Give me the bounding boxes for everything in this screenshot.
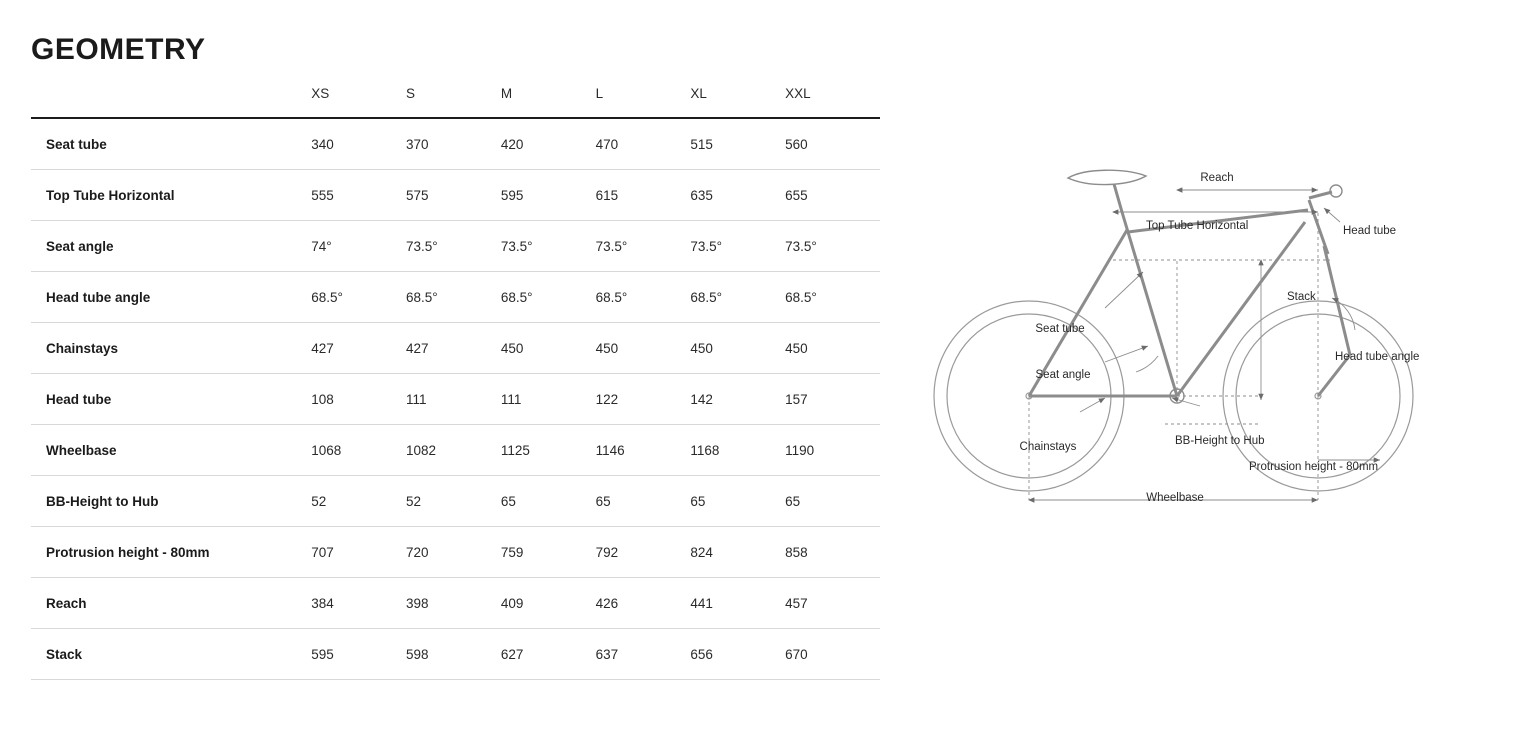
cell-value: 52 (406, 494, 422, 509)
cell-value: 656 (690, 647, 713, 662)
head-tube-leader (1324, 208, 1340, 222)
cell-value: 655 (785, 188, 808, 203)
row-label: Head tube (46, 392, 112, 407)
table-row (31, 425, 880, 476)
cell-value: 450 (690, 341, 713, 356)
cell-value: 426 (595, 596, 619, 611)
cell-value: 111 (500, 392, 522, 407)
cell-value: 615 (595, 188, 619, 203)
cell-value: 670 (785, 647, 808, 662)
measure-lines-group (1029, 190, 1380, 500)
cell-value: 637 (595, 647, 619, 662)
cell-value: 68.5° (311, 290, 343, 305)
cell-value: 470 (595, 137, 619, 152)
cell-value: 73.5° (406, 239, 438, 254)
table-row (31, 272, 880, 323)
cell-value: 420 (500, 137, 524, 152)
cell-value: 73.5° (785, 239, 817, 254)
seat-tube-leader (1105, 272, 1143, 308)
label-head-tube: Head tube (1343, 225, 1397, 237)
cell-value: 595 (500, 188, 524, 203)
row-label: Reach (46, 596, 87, 611)
cell-value: 74° (311, 239, 332, 254)
cell-value: 142 (690, 392, 713, 407)
bicycle-geometry-diagram (900, 150, 1520, 550)
cell-value: 635 (690, 188, 713, 203)
cell-value: 68.5° (595, 290, 628, 305)
cell-value: 441 (690, 596, 713, 611)
seatpost-line (1114, 184, 1122, 212)
page-title: GEOMETRY (31, 33, 206, 66)
cell-value: 598 (406, 647, 429, 662)
column-header-measure (31, 86, 311, 118)
cell-value: 627 (500, 647, 524, 662)
chainstays-leader (1080, 398, 1105, 412)
cell-value: 122 (595, 392, 619, 407)
table-row (31, 118, 880, 170)
label-chainstays: Chainstays (1019, 441, 1077, 453)
saddle-shape (1068, 170, 1146, 184)
cell-value: 111 (406, 392, 427, 407)
table-header-row (31, 86, 880, 118)
label-reach: Reach (1200, 172, 1234, 184)
cell-value: 427 (311, 341, 334, 356)
cell-value: 555 (311, 188, 334, 203)
cell-value: 157 (785, 392, 808, 407)
cell-value: 1082 (406, 443, 437, 458)
label-seat-tube: Seat tube (1035, 323, 1085, 335)
cell-value: 1125 (500, 443, 530, 458)
cell-value: 108 (311, 392, 334, 407)
cell-value: 52 (311, 494, 327, 509)
cell-value: 595 (311, 647, 334, 662)
seat-and-post-group (1068, 170, 1342, 403)
cell-value: 370 (406, 137, 429, 152)
table-body (31, 118, 880, 680)
column-header-s: S (406, 86, 416, 101)
cell-value: 515 (690, 137, 713, 152)
table-row (31, 374, 880, 425)
bb-height-leader (1172, 398, 1200, 406)
table-row (31, 527, 880, 578)
cell-value: 398 (406, 596, 429, 611)
row-label: Seat angle (46, 239, 114, 254)
column-header-m: M (500, 86, 513, 101)
row-label: Chainstays (46, 341, 119, 356)
cell-value: 450 (595, 341, 619, 356)
table-row (31, 221, 880, 272)
cell-value: 457 (785, 596, 808, 611)
cell-value: 759 (500, 545, 524, 560)
label-top-tube-horizontal: Top Tube Horizontal (1146, 220, 1249, 232)
row-label: Head tube angle (46, 290, 151, 305)
cell-value: 73.5° (595, 239, 628, 254)
cell-value: 1146 (595, 443, 625, 458)
cell-value: 340 (311, 137, 334, 152)
handlebar-shape (1309, 192, 1332, 198)
row-label: Protrusion height - 80mm (46, 545, 210, 560)
table-row (31, 170, 880, 221)
cell-value: 450 (500, 341, 524, 356)
label-stack: Stack (1287, 291, 1316, 303)
geometry-table-wrapper (31, 86, 880, 680)
cell-value: 68.5° (500, 290, 533, 305)
row-label: Stack (46, 647, 83, 662)
stem-bolt (1330, 185, 1342, 197)
cell-value: 73.5° (500, 239, 533, 254)
label-bb-height-to-hub: BB-Height to Hub (1175, 435, 1265, 447)
seat-angle-arc (1136, 356, 1158, 372)
column-header-xl: XL (690, 86, 707, 101)
cell-value: 792 (595, 545, 619, 560)
cell-value: 384 (311, 596, 334, 611)
geometry-table (31, 86, 880, 680)
cell-value: 68.5° (690, 290, 723, 305)
table-row (31, 323, 880, 374)
cell-value: 68.5° (785, 290, 817, 305)
label-seat-angle: Seat angle (1035, 369, 1091, 381)
cell-value: 427 (406, 341, 429, 356)
cell-value: 560 (785, 137, 808, 152)
row-label: BB-Height to Hub (46, 494, 159, 509)
cell-value: 858 (785, 545, 808, 560)
cell-value: 720 (406, 545, 429, 560)
cell-value: 65 (690, 494, 706, 509)
label-protrusion-height: Protrusion height - 80mm (1249, 461, 1379, 473)
seat-tube-line (1122, 212, 1177, 396)
row-label: Seat tube (46, 137, 107, 152)
row-label: Wheelbase (46, 443, 117, 458)
column-header-xs: XS (311, 86, 330, 101)
cell-value: 707 (311, 545, 334, 560)
cell-value: 1168 (690, 443, 720, 458)
column-header-l: L (595, 86, 604, 101)
table-row (31, 629, 880, 680)
cell-value: 65 (500, 494, 516, 509)
cell-value: 73.5° (690, 239, 723, 254)
row-label: Top Tube Horizontal (46, 188, 175, 203)
label-wheelbase: Wheelbase (1146, 492, 1204, 504)
cell-value: 68.5° (406, 290, 438, 305)
cell-value: 450 (785, 341, 808, 356)
table-row (31, 578, 880, 629)
cell-value: 1190 (785, 443, 815, 458)
table-row (31, 476, 880, 527)
cell-value: 65 (785, 494, 801, 509)
cell-value: 575 (406, 188, 429, 203)
cell-value: 1068 (311, 443, 342, 458)
down-tube-line (1177, 222, 1305, 396)
cell-value: 409 (500, 596, 524, 611)
table-header (31, 86, 880, 118)
column-header-xxl: XXL (785, 86, 811, 101)
cell-value: 824 (690, 545, 713, 560)
cell-value: 65 (595, 494, 611, 509)
label-head-tube-angle: Head tube angle (1335, 351, 1420, 363)
